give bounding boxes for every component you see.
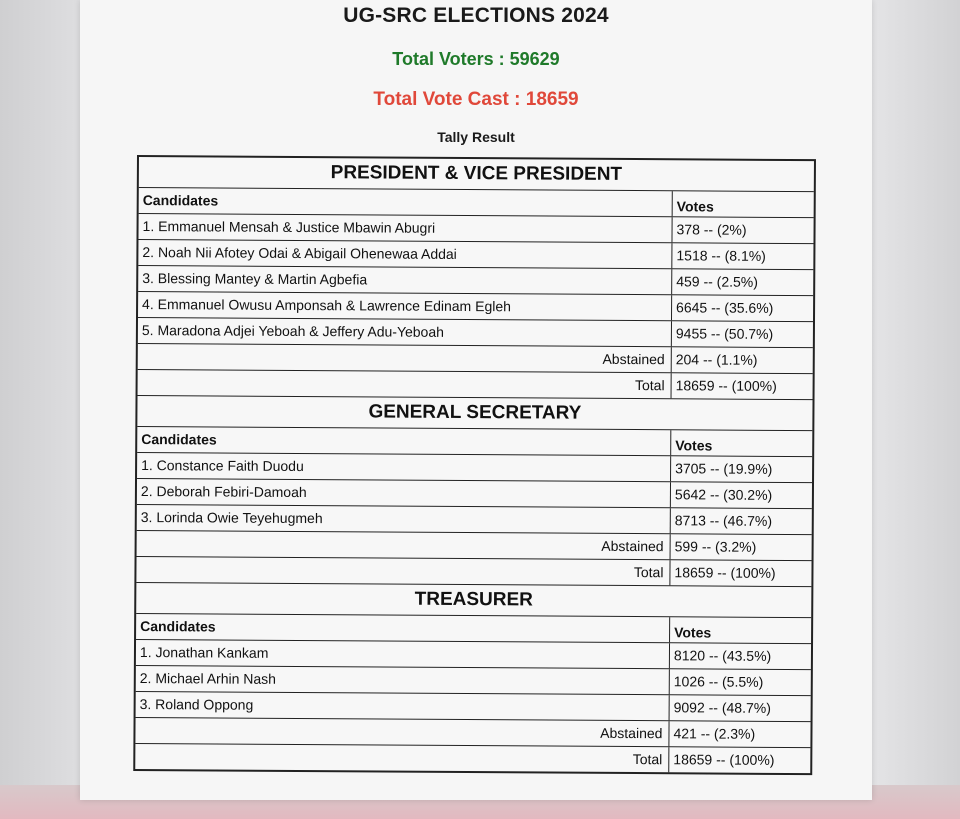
abstained-label: Abstained: [138, 344, 672, 372]
candidate-votes: 5642 -- (30.2%): [674, 486, 773, 503]
table-row: [137, 505, 812, 535]
col-candidates: Candidates: [139, 188, 673, 216]
total-label: Total: [135, 744, 669, 772]
candidate-votes: 9455 -- (50.7%): [675, 325, 774, 342]
table-row: [137, 479, 812, 509]
candidate-name: 4. Emmanuel Owusu Amponsah & Lawrence Edinam Egleh: [138, 292, 672, 320]
page-title: UG-SRC ELECTIONS 2024: [343, 4, 609, 27]
candidate-name: 1. Constance Faith Duodu: [137, 453, 671, 481]
total-row: [136, 557, 811, 586]
abstained-row: [138, 344, 813, 374]
candidate-name: 5. Maradona Adjei Yeboah & Jeffery Adu-Yeboah: [138, 318, 672, 346]
candidate-name: 1. Emmanuel Mensah & Justice Mbawin Abugri: [138, 214, 672, 242]
total-votes: 18659 -- (100%): [673, 751, 775, 768]
general-secretary-section: [136, 396, 812, 587]
abstained-votes: 204 -- (1.1%): [675, 351, 758, 368]
abstained-row: [135, 718, 810, 748]
table-row: [138, 318, 813, 348]
total-votes: 18659 -- (100%): [675, 377, 777, 394]
abstained-label: Abstained: [135, 718, 669, 746]
abstained-votes: 599 -- (3.2%): [674, 538, 757, 555]
table-row: [136, 692, 811, 722]
candidate-name: 2. Deborah Febiri-Damoah: [137, 479, 671, 507]
col-candidates: Candidates: [137, 427, 671, 455]
section-heading-general-secretary: GENERAL SECRETARY: [137, 396, 812, 431]
total-voters: Total Voters : 59629: [392, 49, 560, 69]
table-row: [138, 214, 813, 244]
abstained-row: [137, 531, 812, 561]
table-header-row: [139, 188, 814, 218]
treasurer-section: [135, 583, 811, 773]
total-label: Total: [138, 370, 672, 398]
background-right: [872, 0, 960, 819]
table-header-row: [137, 427, 812, 457]
candidate-votes: 9092 -- (48.7%): [673, 699, 771, 716]
total-row: [138, 370, 813, 399]
table-row: [136, 666, 811, 696]
table-row: [136, 640, 811, 670]
total-vote-cast: Total Vote Cast : 18659: [373, 89, 579, 110]
candidate-name: 1. Jonathan Kankam: [136, 640, 670, 668]
table-row: [137, 453, 812, 483]
col-votes: Votes: [676, 198, 714, 215]
total-label: Total: [136, 557, 670, 585]
total-votes: 18659 -- (100%): [674, 564, 776, 581]
results-sheet: [80, 0, 872, 800]
abstained-label: Abstained: [137, 531, 671, 559]
section-heading-treasurer: TREASURER: [136, 583, 811, 618]
col-votes: Votes: [674, 624, 712, 641]
candidate-votes: 6645 -- (35.6%): [676, 299, 774, 316]
tally-result-label: Tally Result: [437, 129, 515, 145]
candidate-votes: 8713 -- (46.7%): [674, 512, 773, 529]
candidate-name: 3. Blessing Mantey & Martin Agbefia: [138, 266, 672, 294]
col-votes: Votes: [675, 437, 713, 454]
results-table: [133, 155, 816, 775]
background-left: [0, 0, 80, 819]
table-header-row: [136, 614, 811, 644]
candidate-name: 2. Noah Nii Afotey Odai & Abigail Ohenewaa Addai: [138, 240, 672, 268]
candidate-name: 3. Roland Oppong: [136, 692, 670, 720]
col-candidates: Candidates: [136, 614, 670, 642]
candidate-votes: 1026 -- (5.5%): [673, 673, 764, 690]
table-row: [138, 240, 813, 270]
candidate-votes: 1518 -- (8.1%): [676, 247, 766, 264]
candidate-name: 2. Michael Arhin Nash: [136, 666, 670, 694]
table-row: [138, 292, 813, 322]
abstained-votes: 421 -- (2.3%): [673, 725, 756, 742]
candidate-votes: 459 -- (2.5%): [676, 273, 758, 290]
total-row: [135, 744, 810, 773]
candidate-votes: 8120 -- (43.5%): [673, 647, 772, 664]
table-row: [138, 266, 813, 296]
candidate-name: 3. Lorinda Owie Teyehugmeh: [137, 505, 671, 533]
president-section: [138, 157, 814, 400]
candidate-votes: 378 -- (2%): [676, 221, 747, 238]
candidate-votes: 3705 -- (19.9%): [675, 460, 773, 477]
section-heading-president: PRESIDENT & VICE PRESIDENT: [139, 157, 814, 192]
